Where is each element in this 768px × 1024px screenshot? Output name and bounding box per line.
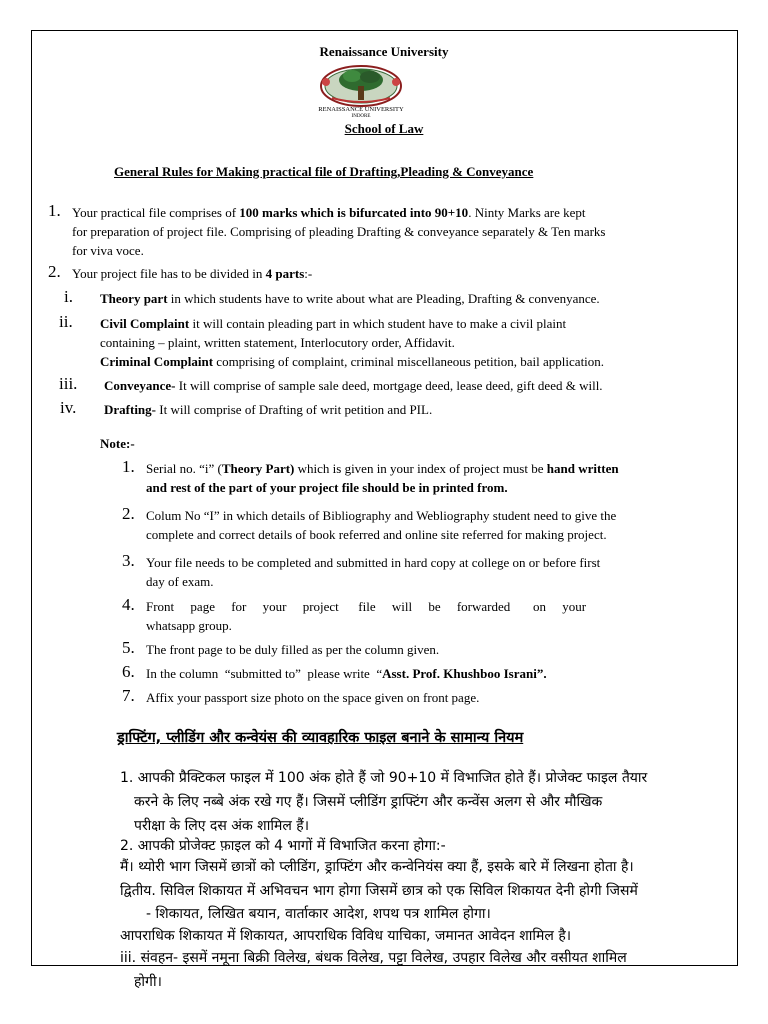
logo-text: RENAISSANCE UNIVERSITY (318, 106, 404, 113)
hindi-line: 2. आपकी प्रोजेक्ट फ़ाइल को 4 भागों में विभाजित करना होगा:- (120, 838, 446, 854)
part-number: iii. (59, 374, 78, 393)
rule-1-line-2: for preparation of project file. Comprising of pleading Drafting & conveyance separately & Ten marks (72, 224, 606, 239)
note-4-line-2: whatsapp group. (146, 618, 232, 633)
note-3-line-1: Your file needs to be completed and submitted in hard copy at college on or before first (146, 555, 601, 570)
note-number: 6. (122, 662, 135, 681)
note-number: 2. (122, 504, 135, 523)
school-name: School of Law (344, 121, 424, 136)
note-number: 4. (122, 595, 135, 614)
note-7-text: Affix your passport size photo on the space given on front page. (146, 690, 480, 705)
logo-subtext: INDORE (351, 114, 371, 118)
hindi-line: परीक्षा के लिए दस अंक शामिल हैं। (134, 818, 310, 834)
note-6-text: In the column “submitted to” please write “Asst. Prof. Khushboo Israni”. (146, 666, 547, 681)
note-1-line-1: Serial no. “i” (Theory Part) which is given in your index of project must be hand written (146, 461, 619, 476)
part-ii-line-2: containing – plaint, written statement, Interlocutory order, Affidavit. (100, 335, 455, 350)
note-number: 7. (122, 686, 135, 705)
note-2-line-2: complete and correct details of book referred and online site referred for making project. (146, 527, 607, 542)
hindi-line: - शिकायत, लिखित बयान, वार्ताकार आदेश, शपथ पत्र शामिल होगा। (146, 906, 491, 922)
note-number: 5. (122, 638, 135, 657)
hindi-line: 1. आपकी प्रैक्टिकल फाइल में 100 अंक होते हैं जो 90+10 में विभाजित होते हैं। प्रोजेक्ट फाइल तैयार (120, 770, 648, 786)
hindi-title: ड्राफ्टिंग, प्लीडिंग और कन्वेयंस की व्यावहारिक फाइल बनाने के सामान्य नियम (117, 730, 524, 746)
part-iv-text: Drafting- It will comprise of Drafting of writ petition and PIL. (104, 402, 433, 417)
hindi-line: करने के लिए नब्बे अंक रखे गए हैं। जिसमें प्लीडिंग ड्राफ्टिंग और कन्वेंस अलग से और मौखिक (134, 794, 603, 810)
university-logo (294, 62, 428, 118)
hindi-line: iii. संवहन- इसमें नमूना बिक्री विलेख, बंधक विलेख, पट्टा विलेख, उपहार विलेख और वसीयत शामिल (120, 950, 627, 966)
rule-2-text: Your project file has to be divided in 4 parts:- (72, 266, 313, 281)
hindi-line: आपराधिक शिकायत में शिकायत, आपराधिक विविध याचिका, जमानत आवेदन शामिल है। (120, 928, 572, 944)
note-2-line-1: Colum No “I” in which details of Bibliography and Webliography student need to give the (146, 508, 617, 523)
note-5-text: The front page to be duly filled as per the column given. (146, 642, 440, 657)
part-number: ii. (59, 312, 73, 331)
note-1-line-2: and rest of the part of your project file should be in printed from. (146, 480, 508, 495)
hindi-line: होगी। (134, 974, 162, 990)
rule-1-line-3: for viva voce. (72, 243, 144, 258)
note-label: Note:- (100, 436, 135, 451)
note-number: 1. (122, 457, 135, 476)
hindi-line: मैं। थ्योरी भाग जिसमें छात्रों को प्लीडिंग, ड्राफ्टिंग और कन्वेनियंस क्या हैं, इसके बारे में लिखना होता है। (120, 859, 634, 875)
document-title: General Rules for Making practical file of Drafting,Pleading & Conveyance (114, 164, 534, 179)
rule-number: 2. (48, 262, 61, 281)
hindi-line: द्वितीय. सिविल शिकायत में अभिवचन भाग होगा जिसमें छात्र को एक सिविल शिकायत देनी होगी जिसमें (120, 883, 638, 899)
part-ii-line-1: Civil Complaint it will contain pleading part in which student have to make a civil plaint (100, 316, 567, 331)
note-3-line-2: day of exam. (146, 574, 214, 589)
rule-1-line-1: Your practical file comprises of 100 marks which is bifurcated into 90+10. Ninty Marks are kept (72, 205, 586, 220)
part-iii-text: Conveyance- It will comprise of sample sale deed, mortgage deed, lease deed, gift deed & will. (104, 378, 603, 393)
rule-number: 1. (48, 201, 61, 220)
part-number: iv. (60, 398, 77, 417)
part-i-text: Theory part in which students have to write about what are Pleading, Drafting & convenyance. (100, 291, 600, 306)
university-name: Renaissance University (319, 44, 449, 59)
note-4-line-1: Front page for your project file will be forwarded on your (146, 599, 587, 614)
part-number: i. (64, 287, 73, 306)
part-ii-line-3: Criminal Complaint comprising of complaint, criminal miscellaneous petition, bail application. (100, 354, 605, 369)
note-number: 3. (122, 551, 135, 570)
